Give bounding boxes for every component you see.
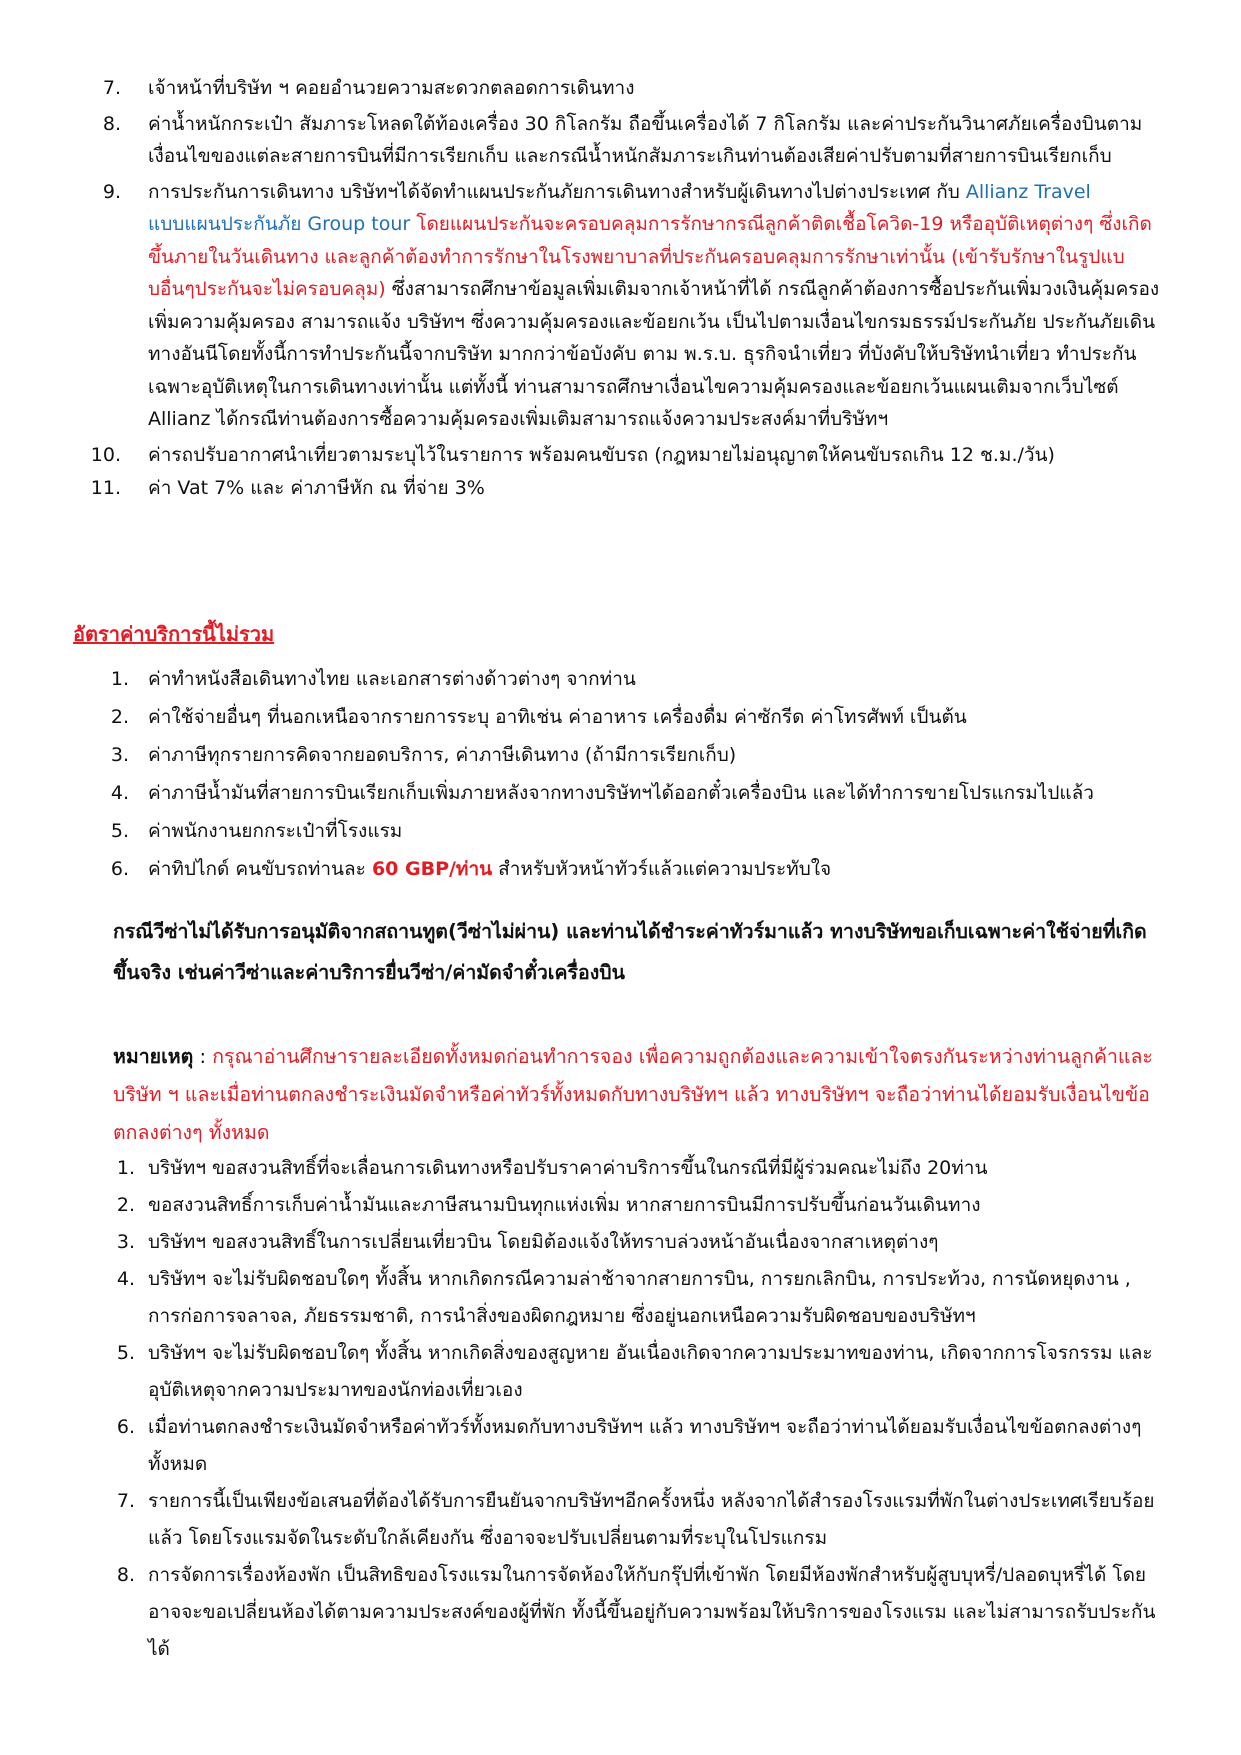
list-item: [0, 774, 1241, 812]
list-item: [0, 812, 1241, 850]
item-text: เมื่อท่านตกลงชำระเงินมัดจำหรือค่าทัวร์ทั้งหมดกับทางบริษัทฯ แล้ว ทางบริษัทฯ จะถือว่าท่านได้ยอมรับเงื่อนไขข้อตกลงต่างๆ ทั้งหมด: [148, 1416, 1142, 1475]
item-number: 2.: [116, 1194, 135, 1216]
item-number: 3.: [110, 744, 129, 766]
list-item: [0, 108, 1241, 173]
insurance-intro-text: การประกันการเดินทาง บริษัทฯได้จัดทำแผนประกันภัยการเดินทางสำหรับผู้เดินทางไปต่างประเทศ กับ: [148, 180, 966, 203]
item-number: 1.: [116, 1157, 135, 1179]
list-item: [0, 72, 1241, 105]
item-text: [148, 176, 1168, 436]
item-text: เจ้าหน้าที่บริษัท ฯ คอยอำนวยความสะดวกตลอดการเดินทาง: [148, 77, 635, 99]
item-text: ค่าน้ำหนักกระเป๋า สัมภาระโหลดใต้ท้องเครื่อง 30 กิโลกรัม ถือขึ้นเครื่องได้ 7 กิโลกรัม และค่าประกันวินาศภัยเครื่องบินตามเงื่อนไขของแต่ละสายการบินที่มีการเรียกเก็บ และกรณีน้ำหนักสัมภาระเกินท่านต้องเสียค่าปรับตามที่สายการบินเรียกเก็บ: [148, 112, 1143, 167]
item-text: [148, 850, 1168, 888]
list-item: [0, 1187, 1241, 1224]
section-title-not-included: อัตราค่าบริการนี้ไม่รวม: [73, 622, 275, 646]
list-item: [0, 176, 1241, 436]
insurance-coverage-text: โดยแผนประกันจะครอบคลุมการรักษากรณีลูกค้าติดเชื้อโควิด-19 หรืออุบัติเหตุต่างๆ ซึ่งเกิดขึ้นภายในวันเดินทาง และลูกค้าต้องทำการรักษาในโรงพยาบาลที่ประกันครอบคลุมการรักษาเท่านั้น (เข้ารับรักษาในรูปแบบอื่นๆประกันจะไม่ครอบคลุม): [148, 213, 1152, 300]
item-text: บริษัทฯ ขอสงวนสิทธิ์ในการเปลี่ยนเที่ยวบิน โดยมิต้องแจ้งให้ทราบล่วงหน้าอันเนื่องจากสาเหตุต่างๆ: [148, 1231, 939, 1253]
item-number: 2.: [110, 706, 129, 728]
item-number: 10.: [90, 443, 121, 466]
item-text: ค่าทำหนังสือเดินทางไทย และเอกสารต่างด้าวต่างๆ จากท่าน: [148, 668, 636, 690]
remark-text: กรุณาอ่านศึกษารายละเอียดทั้งหมดก่อนทำการจอง เพื่อความถูกต้องและความเข้าใจตรงกันระหว่างท่านลูกค้าและบริษัท ฯ และเมื่อท่านตกลงชำระเงินมัดจำหรือค่าทัวร์ทั้งหมดกับทางบริษัทฯ แล้ว ทางบริษัทฯ จะถือว่าท่านได้ยอมรับเงื่อนไขข้อตกลงต่างๆ ทั้งหมด: [113, 1045, 1153, 1144]
list-item: [0, 439, 1241, 472]
item-number: 7.: [102, 77, 121, 99]
item-text: ค่าภาษีทุกรายการคิดจากยอดบริการ, ค่าภาษีเดินทาง (ถ้ามีการเรียกเก็บ): [148, 744, 737, 766]
item-text: ค่าพนักงานยกกระเป๋าที่โรงแรม: [148, 820, 403, 842]
list-item: [0, 1224, 1241, 1261]
item-number: 5.: [116, 1342, 135, 1364]
item-text: บริษัทฯ ขอสงวนสิทธิ์ที่จะเลื่อนการเดินทางหรือปรับราคาค่าบริการขึ้นในกรณีที่มีผู้ร่วมคณะไม่ถึง 20ท่าน: [148, 1157, 988, 1179]
item-number: 4.: [110, 782, 129, 804]
list-item: [0, 736, 1241, 774]
item-number: 6.: [116, 1416, 135, 1438]
item-number: 5.: [110, 820, 129, 842]
allianz-plan-text: Allianz Travel แบบแผนประกันภัย Group tour: [148, 180, 1091, 235]
item-number: 11.: [90, 477, 121, 499]
list-item: [0, 1483, 1241, 1557]
tip-amount-text: 60 GBP/ท่าน: [371, 858, 493, 880]
item-text: บริษัทฯ จะไม่รับผิดชอบใดๆ ทั้งสิ้น หากเกิดสิ่งของสูญหาย อันเนื่องเกิดจากความประมาทของท่าน, เกิดจากการโจรกรรม และ อุบัติเหตุจากความประมาทของนักท่องเที่ยวเอง: [148, 1342, 1153, 1401]
not-included-list: [0, 660, 1241, 888]
item-number: 7.: [116, 1490, 135, 1512]
item-text: บริษัทฯ จะไม่รับผิดชอบใดๆ ทั้งสิ้น หากเกิดกรณีความล่าช้าจากสายการบิน, การยกเลิกบิน, การประท้วง, การนัดหยุดงาน , การก่อการจลาจล, ภัยธรรมชาติ, การนำสิ่งของผิดกฎหมาย ซึ่งอยู่นอกเหนือความรับผิดชอบของบริษัทฯ: [148, 1268, 1131, 1327]
item-text: ค่าใช้จ่ายอื่นๆ ที่นอกเหนือจากรายการระบุ อาทิเช่น ค่าอาหาร เครื่องดื่ม ค่าซักรีด ค่าโทรศัพท์ เป็นต้น: [148, 706, 967, 728]
list-item: [0, 1261, 1241, 1335]
item-number: 3.: [116, 1231, 135, 1253]
remark-colon: :: [193, 1045, 213, 1068]
list-item: [0, 850, 1241, 888]
included-services-list: [0, 72, 1241, 505]
item-text: ค่า Vat 7% และ ค่าภาษีหัก ณ ที่จ่าย 3%: [148, 477, 485, 499]
remark-label: หมายเหตุ: [113, 1045, 194, 1068]
list-item: [0, 472, 1241, 505]
item-number: 6.: [110, 858, 129, 880]
item-number: 1.: [110, 668, 129, 690]
item-text: ค่ารถปรับอากาศนำเที่ยวตามระบุไว้ในรายการ พร้อมคนขับรถ (กฎหมายไม่อนุญาตให้คนขับรถเกิน 12 ช.ม./วัน): [148, 443, 1055, 466]
item-text: ขอสงวนสิทธิ์การเก็บค่าน้ำมันและภาษีสนามบินทุกแห่งเพิ่ม หากสายการบินมีการปรับขึ้นก่อนวันเดินทาง: [148, 1194, 981, 1216]
list-item: [0, 1150, 1241, 1187]
conditions-list: [0, 1150, 1241, 1668]
list-item: [0, 1335, 1241, 1409]
list-item: [0, 660, 1241, 698]
item-number: 8.: [116, 1564, 135, 1586]
item-number: 9.: [102, 180, 121, 203]
tip-intro-text: ค่าทิปไกด์ คนขับรถท่านละ: [148, 858, 372, 880]
list-item: [0, 1557, 1241, 1668]
remark-paragraph: [113, 1038, 1168, 1152]
item-text: ค่าภาษีน้ำมันที่สายการบินเรียกเก็บเพิ่มภายหลังจากทางบริษัทฯได้ออกตั๋วเครื่องบิน และได้ทำการขายโปรแกรมไปแล้ว: [148, 782, 1094, 804]
list-item: [0, 698, 1241, 736]
item-number: 4.: [116, 1268, 135, 1290]
item-text: การจัดการเรื่องห้องพัก เป็นสิทธิของโรงแรมในการจัดห้องให้กับกรุ๊ปที่เข้าพัก โดยมีห้องพักสำหรับผู้สูบบุหรี่/ปลอดบุหรี่ได้ โดยอาจจะขอเปลี่ยนห้องได้ตามความประสงค์ของผู้ที่พัก ทั้งนี้ขึ้นอยู่กับความพร้อมให้บริการของโรงแรม และไม่สามารถรับประกันได้: [148, 1564, 1156, 1660]
item-number: 8.: [102, 112, 121, 135]
visa-rejection-note: กรณีวีซ่าไม่ได้รับการอนุมัติจากสถานทูต(วีซ่าไม่ผ่าน) และท่านได้ชำระค่าทัวร์มาแล้ว ทางบริษัทขอเก็บเฉพาะค่าใช้จ่ายที่เกิดขึ้นจริง เช่นค่าวีซ่าและค่าบริการยื่นวีซ่า/ค่ามัดจำตั๋วเครื่องบิน: [113, 920, 1147, 984]
tip-tail-text: สำหรับหัวหน้าทัวร์แล้วแต่ความประทับใจ: [492, 858, 832, 880]
insurance-details-text: ซึ่งสามารถศึกษาข้อมูลเพิ่มเติมจากเจ้าหน้าที่ได้ กรณีลูกค้าต้องการซื้อประกันเพิ่มวงเงินคุ้มครอง เพิ่มความคุ้มครอง สามารถแจ้ง บริษัทฯ ซึ่งความคุ้มครองและข้อยกเว้น เป็นไปตามเงื่อนไขกรมธรรม์ประกันภัย ประกันภัยเดินทางอันนีโดยทั้งนี้การทำประกันนี้จากบริษัท มากกว่าข้อบังคับ ตาม พ.ร.บ. ธุรกิจนำเที่ยว ที่บังคับให้บริษัทนำเที่ยว ทำประกันเฉพาะอุบัติเหตุในการเดินทางเท่านั้น แต่ทั้งนี้ ท่านสามารถศึกษาเงื่อนไขความคุ้มครองและข้อยกเว้นแผนเติมจากเว็บไซต์ Allianz ได้กรณีท่านต้องการซื้อความคุ้มครองเพิ่มเติมสามารถแจ้งความประสงค์มาที่บริษัทฯ: [148, 278, 1160, 430]
item-text: รายการนี้เป็นเพียงข้อเสนอที่ต้องได้รับการยืนยันจากบริษัทฯอีกครั้งหนึ่ง หลังจากได้สำรองโรงแรมที่พักในต่างประเทศเรียบร้อยแล้ว โดยโรงแรมจัดในระดับใกล้เคียงกัน ซึ่งอาจจะปรับเปลี่ยนตามที่ระบุในโปรแกรม: [148, 1490, 1155, 1549]
list-item: [0, 1409, 1241, 1483]
